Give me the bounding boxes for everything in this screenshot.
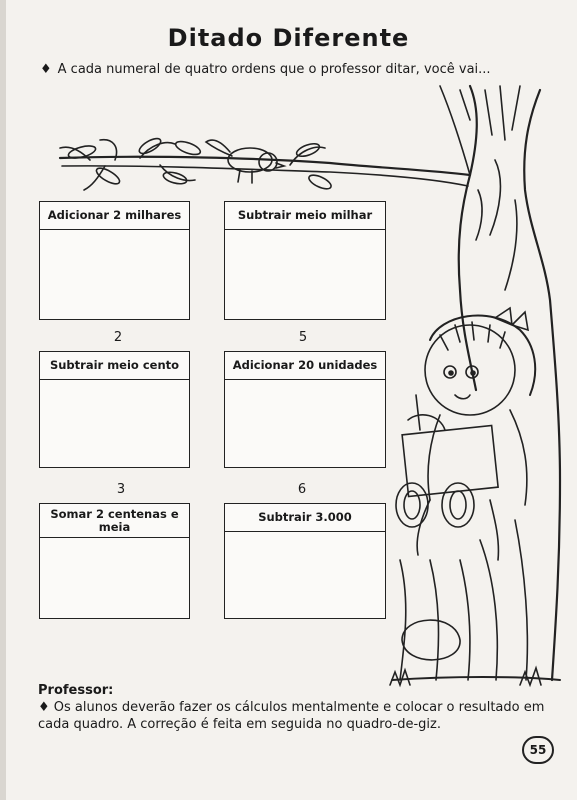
box-label: Subtrair meio cento <box>40 352 189 380</box>
box-label: Subtrair meio milhar <box>225 202 385 230</box>
exercise-box-1[interactable] <box>39 201 190 320</box>
professor-instructions: ♦ Os alunos deverão fazer os cálculos mentalmente e colocar o resultado em cada quadro. A correção é feita em seguida no quadro-de-giz. <box>38 700 545 732</box>
exercise-box-2[interactable] <box>224 201 386 320</box>
page-title: Ditado Diferente <box>167 24 410 52</box>
box-number: 3 <box>116 482 126 497</box>
page-number: 55 <box>522 736 554 764</box>
exercise-box-4[interactable] <box>224 351 386 468</box>
bullet-icon: ♦ <box>40 62 52 77</box>
box-label: Subtrair 3.000 <box>225 504 385 532</box>
professor-heading: Professor: <box>38 683 114 698</box>
intro-text: A cada numeral de quatro ordens que o professor ditar, você vai... <box>57 62 491 77</box>
box-number: 5 <box>298 330 308 345</box>
exercise-box-6[interactable] <box>224 503 386 619</box>
box-label: Adicionar 2 milhares <box>40 202 189 230</box>
box-number: 6 <box>297 482 307 497</box>
box-number: 2 <box>113 330 123 345</box>
box-label: Somar 2 centenas e meia <box>40 504 189 538</box>
exercise-box-3[interactable] <box>39 351 190 468</box>
exercise-box-5[interactable] <box>39 503 190 619</box>
box-label: Adicionar 20 unidades <box>225 352 385 380</box>
